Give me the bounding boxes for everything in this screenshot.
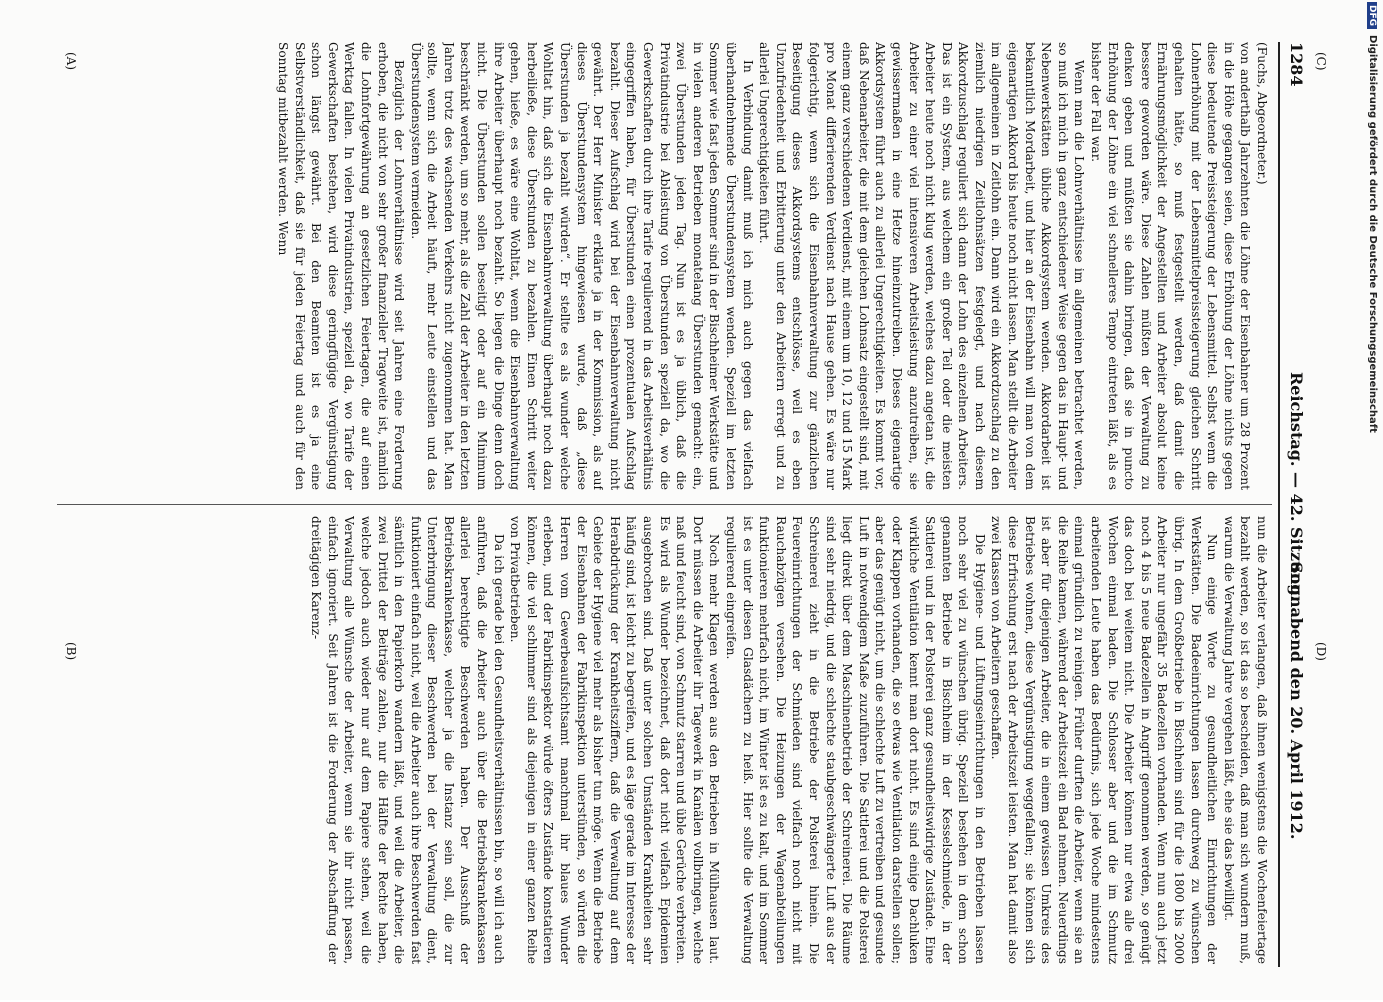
- margin-mark-d: (D): [1314, 642, 1328, 661]
- right-column: [60, 516, 1270, 964]
- credit-text: Digitalisierung gefördert durch die Deutsche Forschungsgemeinschaft: [1367, 35, 1378, 433]
- paragraph: nun die Arbeiter verlangen, daß ihnen wenigstens die Wochenfeiertage bezahlt werden, so ist das so bescheiden, daß man sich wundern muß, warum die Verwaltung Jahre vergehen läßt, ehe sie das bewilligt.: [1221, 516, 1269, 964]
- session-title: Reichstag. — 42. Sitzung.: [1287, 372, 1306, 602]
- margin-mark-b: (B): [64, 642, 78, 661]
- digitization-credit: [1362, 2, 1378, 1002]
- page-number: 1284: [1287, 42, 1306, 87]
- left-column: [60, 42, 1270, 490]
- rotated-page-content: [50, 42, 1328, 967]
- paragraph: Noch mehr Klagen werden aus den Betrieben in Mülhausen laut. Dort müssen die Arbeiter ihr Tagewerk in Kanälen vollbringen, welche naß und feucht sind, von Schmutz starren und üble Gerüche verbreiten. Es wird als Wunder bezeichnet, daß dort nicht vielfach Epidemien ausgebrochen sind. Daß unter solchen Umständen Krankheiten sehr häufig sind, ist leicht zu begreifen, und es läge gerade im Interesse der Herabdrückung der Krankheitsziffern, daß die Verwaltung auf dem Gebiete der Hygiene viel mehr als bisher tun möge. Wenn die Betriebe der Eisenbahnen der Fabrikinspektion unterstünden, so würden die Herren vom Gewerbeaufsichtsamt manchmal ihr blaues Wunder erleben, und der Fabrikinspektor würde öfters Zustände konstatieren können, die viel schlimmer sind als diejenigen in einer ganzen Reihe von Privatbetrieben.: [508, 516, 722, 964]
- paragraph: Da ich gerade bei den Gesundheitsverhältnissen bin, so will ich auch anführen, daß die Arbeiter auch über die Betriebskrankenkassen allerlei berechtigte Beschwerden haben. Der Ausschuß der Betriebskrankenkasse, welcher ja die Instanz sein soll, die zur Unterbringung dieser Beschwerden bei der Verwaltung dient, funktioniert einfach nicht, weil die Arbeiter auch ihre Beschwerden fast sämtlich in den Papierkorb wandern läßt, und weil die Arbeiter, die zwei Drittel der Beiträge zahlen, nur die Hälfte der Rechte haben, welche jedoch auch wieder nur auf dem Papiere stehen, weil die Verwaltung alle Wünsche der Arbeiter, wenn sie ihr nicht passen, einfach ignoriert. Seit Jahren ist die Forderung der Abschaffung der dreitägigen Karenz-: [309, 516, 506, 964]
- paragraph: Nun einige Worte zu gesundheitlichen Einrichtungen der Werkstätten. Die Badeeinrichtungen lassen durchweg zu wünschen übrig. In dem Großbetriebe in Bischheim sind für die 1800 bis 2000 Arbeiter nur ungefähr 35 Badezellen vorhanden. Wenn nun auch jetzt noch 4 bis 5 neue Badezellen in Angriff genommen werden, so genügt das doch bei weitem nicht. Die Arbeiter können nur etwa alle drei Wochen einmal baden. Die Schlosser aber und die im Schmutz arbeitenden Leute haben das Bedürfnis, sich jede Woche mindestens einmal gründlich zu reinigen. Früher durften die Arbeiter, wenn sie an die Reihe kamen, während der Arbeitszeit ein Bad nehmen. Neuerdings ist aber für diejenigen Arbeiter, die in einem gewissen Umkreis des Betriebes wohnen, diese Vergünstigung weggefallen; sie können sich diese Erfrischung erst nach der Arbeitszeit leisten. Man hat damit also zwei Klassen von Arbeitern geschaffen.: [989, 516, 1220, 964]
- speaker-label: (Fuchs, Abgeordneter.): [1255, 42, 1269, 185]
- dfg-logo: DFG: [1367, 2, 1377, 29]
- paragraph: In Verbindung damit muß ich mich auch gegen das vielfach überhandnehmende Überstundensystem wenden. Speziell im letzten Sommer wie fast jeden Sommer sind in der Bischheimer Werkstätte und in vielen anderen Betrieben monatelang Überstunden gemacht: ein, zwei Überstunden jeden Tag. Nun ist es ja üblich, daß die Privatindustrie bei Ableistung von Überstunden speziell da, wo die Gewerkschaften durch ihre Tarife regulierend in das Arbeitsverhältnis eingegriffen haben, für Überstunden einen prozentualen Aufschlag bezahlt. Dieser Aufschlag wird bei der Eisenbahnverwaltung nicht gewährt. Der Herr Minister erklärte ja in der Kommission, als auf dieses Überstundensystem hingewiesen wurde, daß „diese Überstunden ja bezahlt würden“. Er stellte es als wunder welche Wohltat hin, daß sich die Eisenbahnverwaltung überhaupt noch dazu herbeiließe, diese Überstunden zu bezahlen. Einen Schritt weiter gehen, hieße, es wäre eine Wohltat, wenn die Eisenbahnverwaltung ihre Arbeiter überhaupt noch bezahlt. So liegen die Dinge denn doch nicht. Die Überstunden sollen beseitigt oder auf ein Minimum beschränkt werden, um so mehr, als die Zahl der Arbeiter in den letzten Jahren trotz des wachsenden Verkehrs nicht zugenommen hat. Man sollte, wenn sich die Arbeit häuft, mehr Leute einstellen und das Überstundensystem vermeiden.: [408, 42, 755, 490]
- paragraph: Wenn man die Lohnverhältnisse im allgemeinen betrachtet werden, so muß ich mich in ganz entschiedener Weise gegen das in Haupt- und Nebenwerkstätten übliche Akkordsystem wenden. Akkordarbeit ist bekanntlich Mordarbeit, und hier an der Eisenbahn will man von dem eigenartigen Akkord bis heute noch nicht lassen. Man stellt die Arbeiter im allgemeinen in Zeitlohn ein. Dann wird ein Akkordzuschlag zu den ziemlich niedrigen Zeitlohnsätzen festgelegt, und nach diesem Akkordzuschlag reguliert sich dann der Lohn des einzelnen Arbeiters. Das ist ein System, aus welchem ein großer Teil oder die meisten Arbeiter heute noch nicht klug werden, welches dazu angetan ist, die Arbeiter zu einer viel intensiveren Arbeitsleistung anzutreiben, sie gewissermaßen in eine Hetze hineinzutreiben. Dieses eigenartige Akkordsystem führt auch zu allerlei Ungerechtigkeiten. Es kommt vor, daß Nebenarbeiter, die mit dem gleichen Lohnsatz eingestellt sind, mit einem ganz verschiedenen Verdienst, mit einem um 10, 12 und 15 Mark pro Monat differierenden Verdienst nach Hause gehen. Es wäre nur folgerichtig, wenn sich die Eisenbahnverwaltung zur gänzlichen Beseitigung dieses Akkordsystems entschlösse, weil es eben Unzufriedenheit und Erbitterung unter den Arbeitern erregt und zu allerlei Ungerechtigkeiten führt.: [757, 42, 1087, 490]
- running-header: [1280, 42, 1310, 967]
- margin-mark-c: (C): [1314, 52, 1328, 71]
- margin-mark-a: (A): [64, 52, 78, 71]
- paragraph: Die Hygiene- und Lüftungseinrichtungen in den Betrieben lassen noch sehr viel zu wünschen übrig. Speziell bestehen in dem schon genannten Betriebe in Bischheim in der Kesselschmiede, in der Sattlerei und in der Polsterei ganz gesundheitswidrige Zustände. Eine wirkliche Ventilation kennt man dort nicht. Es sind einige Dachluken oder Klappen vorhanden, die so etwas wie Ventilation darstellen sollen; aber das genügt nicht, um die schlechte Luft zu vertreiben und gesunde Luft in notwendigem Maße zuzuführen. Die Sattlerei und die Polsterei liegt direkt über dem Maschinenbetrieb der Schreinerei. Die Räume sind sehr niedrig, und die schlechte staubgeschwängerte Luft aus der Schreinerei zieht in die Betriebe der Polsterei hinein. Die Feuereinrichtungen der Schmieden sind vielfach noch nicht mit Rauchabzügen versehen. Die Heizungen der Wagenabteilungen funktionieren mehrfach nicht, im Winter ist es zu kalt, und im Sommer ist es unter diesen Glasdächern zu heiß. Hier sollte die Verwaltung regulierend eingreifen.: [724, 516, 987, 964]
- column-separator: [57, 504, 1272, 505]
- paragraph: Bezüglich der Lohnverhältnisse wird seit Jahren eine Forderung erhoben, die nicht von sehr großer finanzieller Tragweite ist, nämlich die Lohnfortgewährung an gesetzlichen Feiertagen, die auf einen Werktag fallen. In vielen Privatindustrien, speziell da, wo Tarife der Gewerkschaften bestehen, wird diese geringfügige Vergünstigung schon längst gewährt. Bei den Beamten ist es ja eine Selbstverständlichkeit, daß sie für jeden Feiertag und auch für den Sonntag mitbezahlt werden. Wenn: [275, 42, 407, 490]
- session-date: Sonnabend den 20. April 1912.: [1287, 562, 1306, 840]
- header-rule: [1278, 42, 1280, 967]
- paragraph: von anderthalb Jahrzehnten die Löhne der Eisenbahner um 28 Prozent in die Höhe gegangen seien, diese Erhöhung der Löhne nichts gegen diese bedeutende Preissteigerung der Lebensmittel. Selbst wenn die Lohnerhöhung mit der Lebensmittelpreissteigerung gleichen Schritt gehalten hätte, so muß festgestellt werden, daß damit die Ernährungsmöglichkeit der Angestellten und Arbeiter absolut keine bessere geworden wäre. Diese Zahlen müßten der Verwaltung zu denken geben und müßten sie dahin bringen, daß sie in puncto Erhöhung der Löhne ein viel schnelleres Tempo eintreten läßt, als es bisher der Fall war.: [1089, 42, 1253, 490]
